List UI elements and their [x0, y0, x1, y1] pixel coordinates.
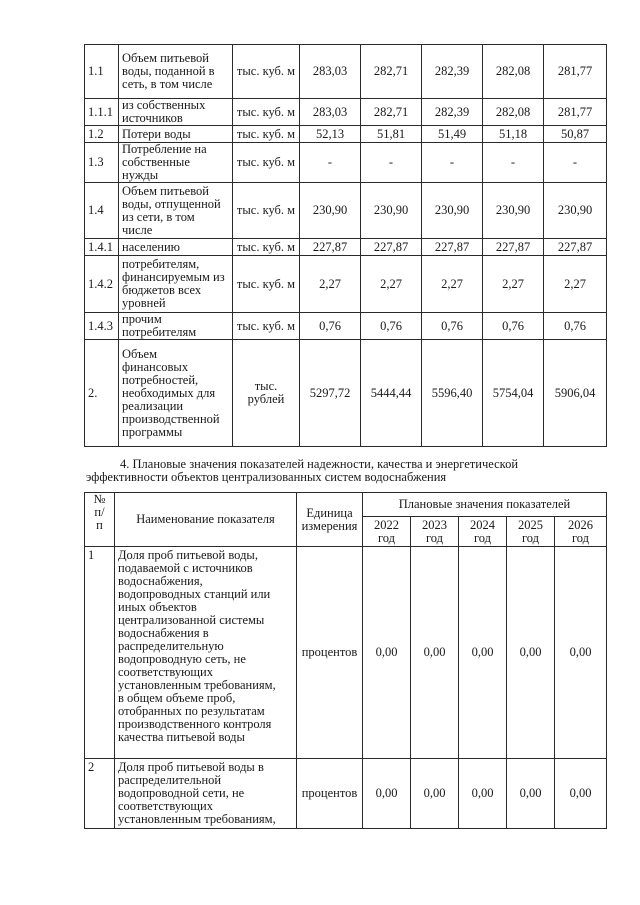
header-unit: Единица измерения	[297, 493, 363, 547]
row-value: 5754,04	[483, 340, 544, 447]
header-year: 2025 год	[507, 517, 555, 547]
row-value: 281,77	[544, 45, 607, 99]
caption-line-2: эффективности объектов централизованных систем водоснабжения	[86, 470, 447, 484]
row-unit: тыс. рублей	[233, 340, 300, 447]
row-number: 1.3	[85, 143, 119, 183]
row-value: 0,76	[483, 313, 544, 340]
row-name: Потери воды	[119, 126, 233, 143]
table-row	[85, 45, 607, 99]
table-row	[85, 313, 607, 340]
row-value: -	[422, 143, 483, 183]
row-value: 5297,72	[300, 340, 361, 447]
row-unit: тыс. куб. м	[233, 143, 300, 183]
row-value: 282,71	[361, 99, 422, 126]
row-unit: тыс. куб. м	[233, 256, 300, 313]
header-year: 2023 год	[411, 517, 459, 547]
row-value: 0,76	[361, 313, 422, 340]
row-value: 230,90	[300, 183, 361, 239]
row-value: 0,76	[300, 313, 361, 340]
row-value: -	[483, 143, 544, 183]
row-value: 5906,04	[544, 340, 607, 447]
header-num: № п/ п	[85, 493, 115, 547]
row-value: 283,03	[300, 99, 361, 126]
row-value: 51,18	[483, 126, 544, 143]
header-plan-values: Плановые значения показателей	[363, 493, 607, 517]
row-value: 2,27	[300, 256, 361, 313]
row-value: 283,03	[300, 45, 361, 99]
row-unit: процентов	[297, 759, 363, 829]
header-year: 2026 год	[555, 517, 607, 547]
table-row	[85, 256, 607, 313]
row-unit: тыс. куб. м	[233, 183, 300, 239]
row-value: 51,49	[422, 126, 483, 143]
row-name: Объем питьевой воды, отпущенной из сети, в том числе	[119, 183, 233, 239]
table-row	[85, 340, 607, 447]
row-value: 5596,40	[422, 340, 483, 447]
table-row	[85, 99, 607, 126]
row-value: 282,39	[422, 45, 483, 99]
row-number: 1.2	[85, 126, 119, 143]
row-number: 1.4	[85, 183, 119, 239]
row-value: -	[361, 143, 422, 183]
production-program-table	[84, 44, 607, 447]
row-name: Доля проб питьевой воды в распределительной водопроводной сети, не соответствующих установленным требованиям,	[115, 759, 297, 829]
row-value: 0,00	[411, 759, 459, 829]
table-row	[85, 183, 607, 239]
row-value: 0,00	[411, 547, 459, 759]
section-4-caption	[86, 458, 606, 484]
row-value: 0,00	[507, 759, 555, 829]
row-value: 282,71	[361, 45, 422, 99]
row-value: 0,00	[363, 759, 411, 829]
row-value: 227,87	[544, 239, 607, 256]
row-value: 282,39	[422, 99, 483, 126]
caption-line-1: 4. Плановые значения показателей надежности, качества и энергетической	[120, 457, 519, 471]
header-year: 2024 год	[459, 517, 507, 547]
row-value: 2,27	[544, 256, 607, 313]
row-unit: тыс. куб. м	[233, 126, 300, 143]
row-value: 230,90	[544, 183, 607, 239]
row-value: 0,00	[363, 547, 411, 759]
row-unit: тыс. куб. м	[233, 313, 300, 340]
row-unit: тыс. куб. м	[233, 45, 300, 99]
row-value: 2,27	[422, 256, 483, 313]
row-value: 50,87	[544, 126, 607, 143]
row-name: Объем финансовых потребностей, необходимых для реализации производственной программы	[119, 340, 233, 447]
row-value: 282,08	[483, 99, 544, 126]
row-value: 281,77	[544, 99, 607, 126]
row-number: 1.1.1	[85, 99, 119, 126]
table-row	[85, 143, 607, 183]
row-name: Объем питьевой воды, поданной в сеть, в том числе	[119, 45, 233, 99]
table-row	[85, 239, 607, 256]
table-row	[85, 759, 607, 829]
row-name: прочим потребителям	[119, 313, 233, 340]
header-name: Наименование показателя	[115, 493, 297, 547]
row-value: -	[544, 143, 607, 183]
row-value: 52,13	[300, 126, 361, 143]
row-value: 0,00	[459, 547, 507, 759]
row-name: Доля проб питьевой воды, подаваемой с источников водоснабжения, водопроводных станций или иных объектов централизованной системы водоснабжения в распределительную водопроводную сеть, не соответствующих установленным требованиям, в общем объеме проб, отобранных по результатам производственного контроля качества питьевой воды	[115, 547, 297, 759]
row-value: 0,00	[555, 547, 607, 759]
row-value: 282,08	[483, 45, 544, 99]
row-number: 1.4.3	[85, 313, 119, 340]
row-value: 227,87	[361, 239, 422, 256]
indicators-table	[84, 492, 607, 829]
row-unit: процентов	[297, 547, 363, 759]
table-row	[85, 547, 607, 759]
row-value: 230,90	[483, 183, 544, 239]
row-number: 1	[85, 547, 115, 759]
row-name: Потребление на собственные нужды	[119, 143, 233, 183]
row-name: населению	[119, 239, 233, 256]
row-number: 2.	[85, 340, 119, 447]
row-value: 0,76	[422, 313, 483, 340]
row-unit: тыс. куб. м	[233, 99, 300, 126]
row-value: 227,87	[422, 239, 483, 256]
row-name: потребителям, финансируемым из бюджетов всех уровней	[119, 256, 233, 313]
row-value: 227,87	[300, 239, 361, 256]
header-year: 2022 год	[363, 517, 411, 547]
row-number: 1.4.1	[85, 239, 119, 256]
row-value: 5444,44	[361, 340, 422, 447]
row-number: 1.1	[85, 45, 119, 99]
row-value: 51,81	[361, 126, 422, 143]
row-number: 2	[85, 759, 115, 829]
row-value: 227,87	[483, 239, 544, 256]
row-value: 230,90	[361, 183, 422, 239]
row-value: 2,27	[361, 256, 422, 313]
row-value: 0,00	[555, 759, 607, 829]
row-value: 0,00	[507, 547, 555, 759]
row-value: 0,76	[544, 313, 607, 340]
row-value: 2,27	[483, 256, 544, 313]
row-unit: тыс. куб. м	[233, 239, 300, 256]
row-value: -	[300, 143, 361, 183]
row-name: из собственных источников	[119, 99, 233, 126]
table-row	[85, 126, 607, 143]
row-value: 0,00	[459, 759, 507, 829]
row-value: 230,90	[422, 183, 483, 239]
row-number: 1.4.2	[85, 256, 119, 313]
